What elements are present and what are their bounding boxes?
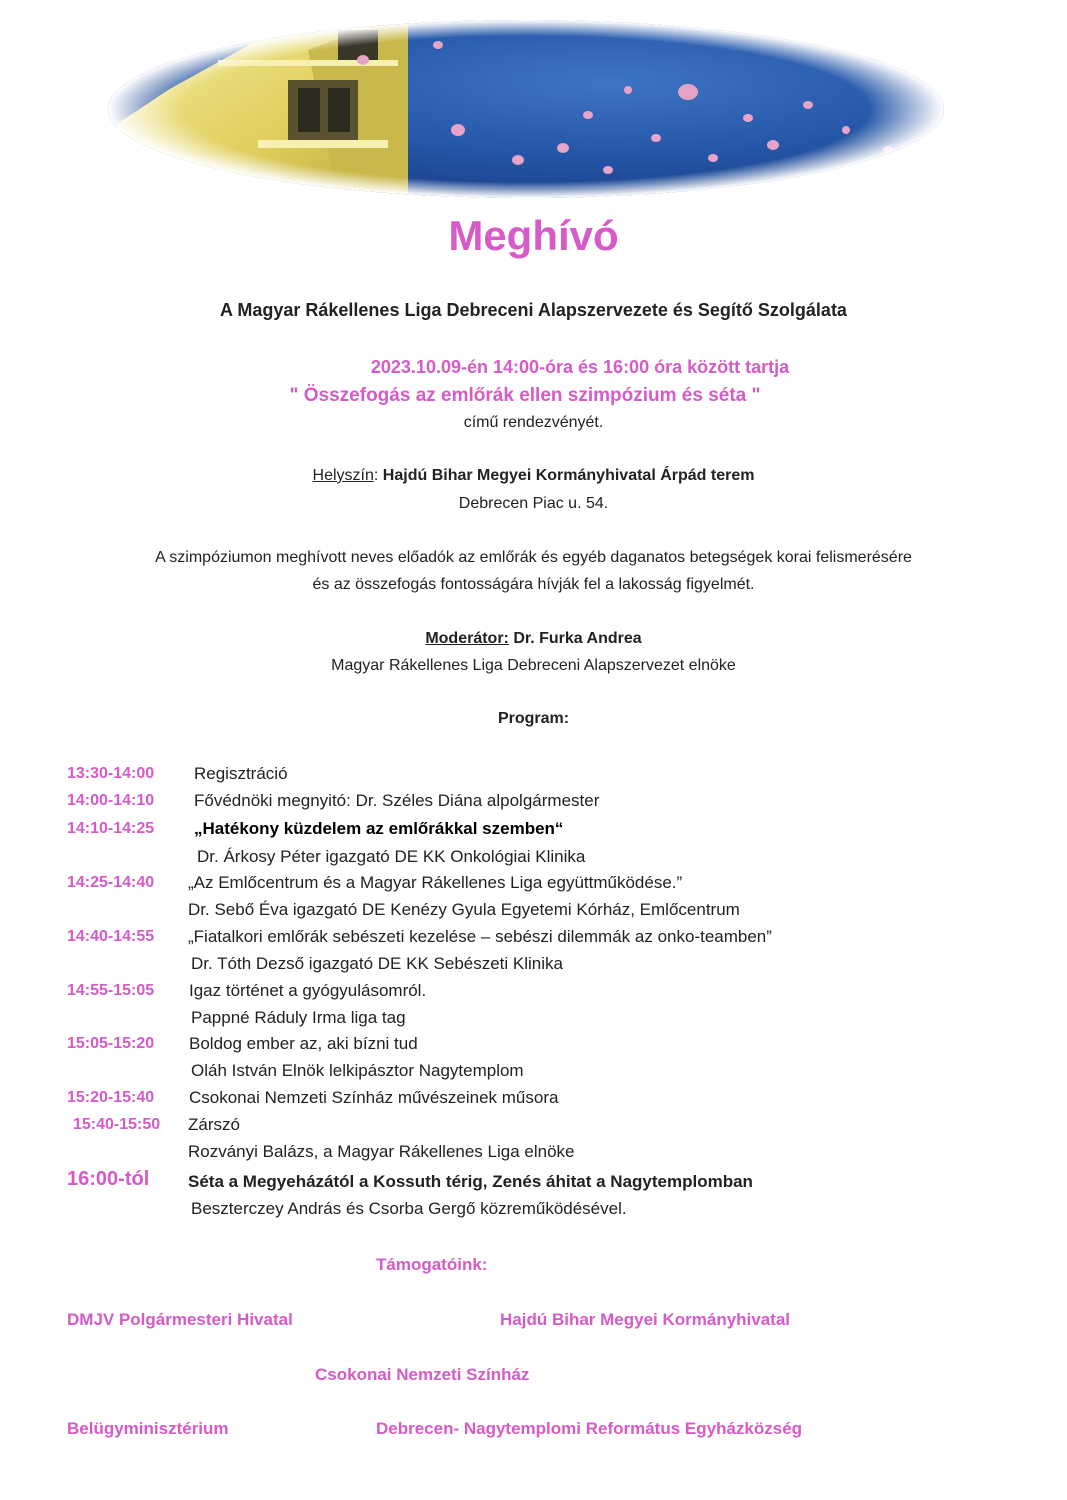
venue (0, 467, 1067, 485)
program-speaker: Dr. Tóth Dezső igazgató DE KK Sebészeti Klinika (191, 954, 563, 973)
sponsor-item: Csokonai Nemzeti Színház (315, 1365, 530, 1384)
program-title: „Hatékony küzdelem az emlőrákkal szemben“ (194, 819, 564, 838)
venue-address: Debrecen Piac u. 54. (458, 495, 609, 512)
venue-label: Helyszín (312, 467, 374, 484)
event-name: " Összefogás az emlőrák ellen szimpózium és séta " (289, 385, 761, 406)
program-speaker: Pappné Ráduly Irma liga tag (191, 1008, 406, 1027)
description-line-1: A szimpóziumon meghívott neves előadók az emlőrák és egyéb daganatos betegségek korai felismerésére (155, 549, 912, 566)
sponsor-item: DMJV Polgármesteri Hivatal (67, 1310, 293, 1329)
program-speaker: Rozványi Balázs, a Magyar Rákellenes Liga elnöke (188, 1142, 575, 1161)
program-title: Regisztráció (194, 764, 288, 783)
program-speaker: Beszterczey András és Csorba Gergő közreműködésével. (191, 1199, 627, 1218)
program-time: 13:30-14:00 (67, 765, 155, 782)
program-heading: Program: (497, 710, 570, 727)
moderator-role: Magyar Rákellenes Liga Debreceni Alapszervezet elnöke (331, 657, 736, 674)
program-title: Séta a Megyeházától a Kossuth térig, Zenés áhitat a Nagytemplomban (188, 1172, 753, 1191)
program-time: 14:00-14:10 (67, 792, 155, 809)
program-title: Zárszó (188, 1115, 240, 1134)
program-title: „Fiatalkori emlőrák sebészeti kezelése – sebészi dilemmák az onko-teamben” (188, 927, 772, 946)
program-time: 14:40-14:55 (67, 928, 155, 945)
moderator-label: Moderátor: (425, 630, 509, 647)
hero-image (108, 20, 944, 198)
page-title: Meghívó (448, 212, 619, 259)
program-speaker: Dr. Sebő Éva igazgató DE Kenézy Gyula Egyetemi Kórház, Emlőcentrum (188, 900, 740, 919)
venue-separator: : (373, 467, 383, 484)
program-time: 14:25-14:40 (67, 874, 155, 891)
program-title: „Az Emlőcentrum és a Magyar Rákellenes Liga együttműködése.” (188, 873, 683, 892)
organizer: A Magyar Rákellenes Liga Debreceni Alapszervezete és Segítő Szolgálata (220, 300, 847, 320)
venue-name: Hajdú Bihar Megyei Kormányhivatal Árpád terem (382, 467, 755, 484)
description-line-2: és az összefogás fontosságára hívják fel a lakosság figyelmét. (312, 576, 755, 593)
program-time: 16:00-tól (67, 1168, 150, 1190)
program-time: 14:55-15:05 (67, 982, 155, 999)
program-time: 15:05-15:20 (67, 1035, 155, 1052)
program-time: 14:10-14:25 (67, 820, 155, 837)
moderator (0, 630, 1067, 648)
event-suffix: című rendezvényét. (463, 414, 604, 431)
program-time: 15:20-15:40 (67, 1089, 155, 1106)
event-date: 2023.10.09-én 14:00-óra és 16:00 óra között tartja (370, 357, 790, 377)
sponsor-item: Belügyminisztérium (67, 1419, 229, 1438)
program-title: Boldog ember az, aki bízni tud (189, 1034, 418, 1053)
program-title: Fővédnöki megnyitó: Dr. Széles Diána alpolgármester (194, 791, 600, 810)
sponsor-item: Debrecen- Nagytemplomi Református Egyházközség (376, 1419, 803, 1438)
sponsors-heading: Támogatóink: (376, 1255, 488, 1274)
program-time: 15:40-15:50 (73, 1116, 161, 1133)
program-speaker: Oláh István Elnök lelkipásztor Nagytemplom (191, 1061, 524, 1080)
sponsor-item: Hajdú Bihar Megyei Kormányhivatal (500, 1310, 791, 1329)
program-title: Csokonai Nemzeti Színház művészeinek műsora (189, 1088, 559, 1107)
program-title: Igaz történet a gyógyulásomról. (189, 981, 427, 1000)
moderator-name: Dr. Furka Andrea (508, 630, 642, 647)
program-speaker: Dr. Árkosy Péter igazgató DE KK Onkológiai Klinika (197, 847, 586, 866)
